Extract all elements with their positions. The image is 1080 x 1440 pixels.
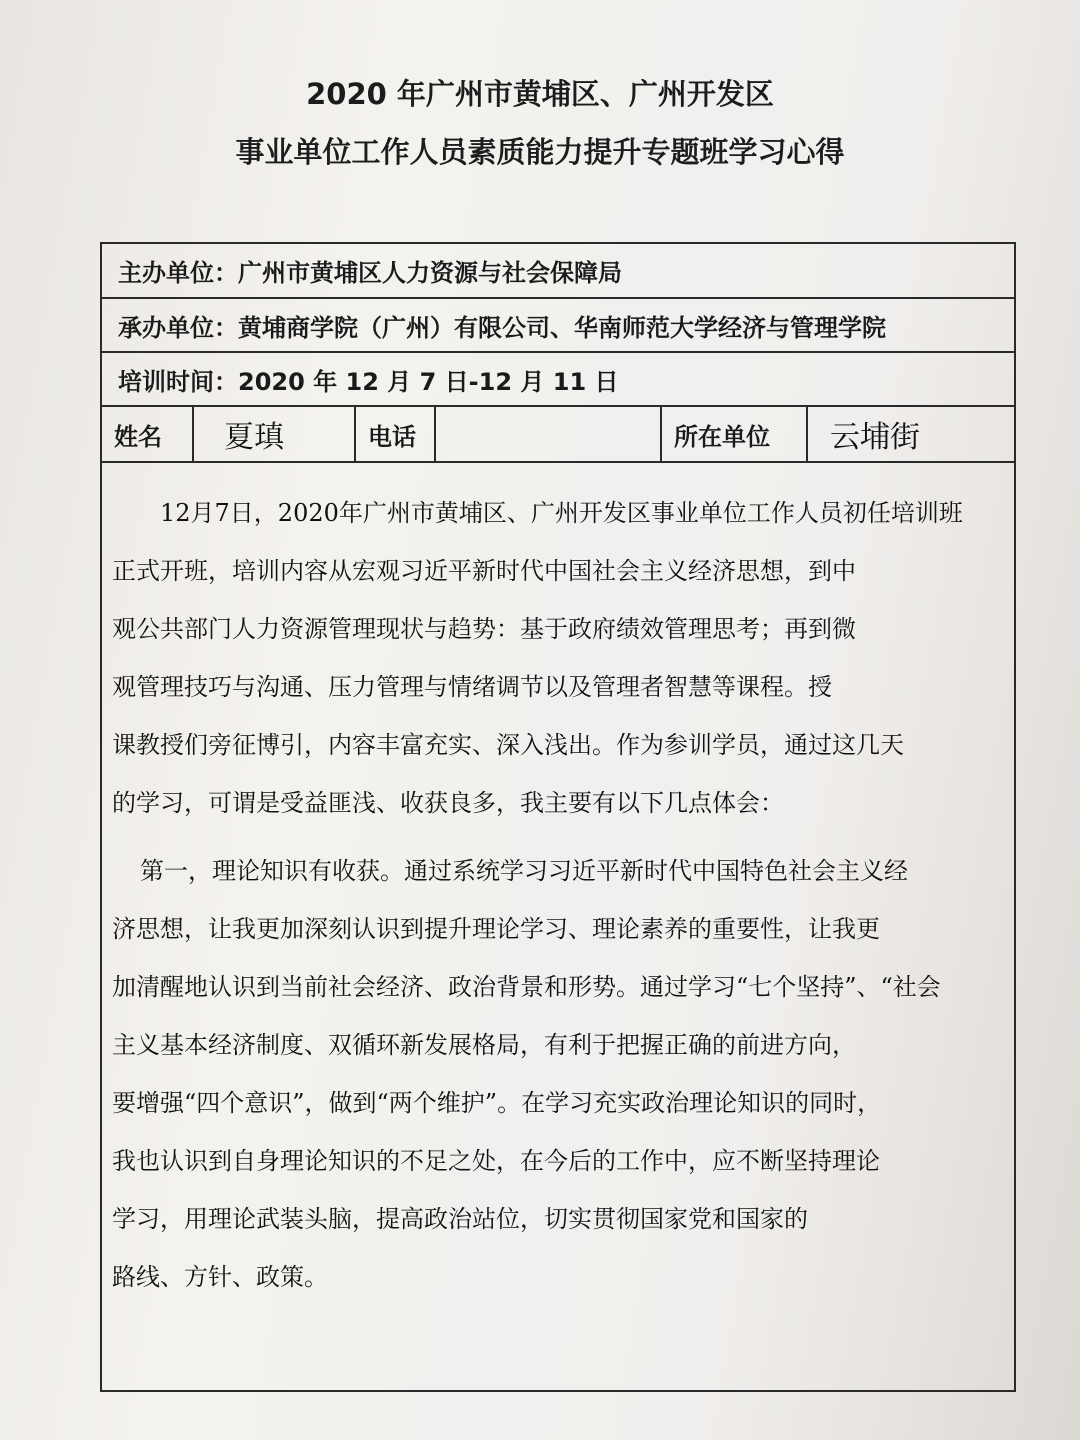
body-line: 学习，用理论武装头脑，提高政治站位，切实贯彻国家党和国家的 bbox=[112, 1205, 808, 1233]
body-line: 济思想，让我更加深刻认识到提升理论学习、理论素养的重要性，让我更 bbox=[112, 915, 880, 943]
body-line: 课教授们旁征博引，内容丰富充实、深入浅出。作为参训学员，通过这几天 bbox=[112, 731, 904, 759]
host-row bbox=[102, 299, 1014, 353]
body-line: 路线、方针、政策。 bbox=[112, 1263, 328, 1291]
phone-value bbox=[436, 407, 662, 461]
body-line: 观公共部门人力资源管理现状与趋势：基于政府绩效管理思考；再到微 bbox=[112, 615, 856, 643]
name-label: 姓名 bbox=[102, 407, 194, 461]
phone-label: 电话 bbox=[356, 407, 436, 461]
unit-value: 云埔街 bbox=[830, 420, 920, 455]
body-line: 加清醒地认识到当前社会经济、政治背景和形势。通过学习“七个坚持”、“社会 bbox=[112, 973, 941, 1001]
body-line: 观管理技巧与沟通、压力管理与情绪调节以及管理者智慧等课程。授 bbox=[112, 673, 832, 701]
form-table bbox=[100, 242, 1016, 1392]
organizer-label: 主办单位： bbox=[118, 259, 238, 287]
info-row bbox=[102, 407, 1014, 463]
document-title-line1: 2020 年广州市黄埔区、广州开发区 bbox=[306, 77, 774, 111]
name-value: 夏瑱 bbox=[194, 407, 356, 461]
time-label: 培训时间： bbox=[118, 367, 238, 396]
handwritten-body bbox=[112, 484, 1002, 1306]
body-line: 主义基本经济制度、双循环新发展格局，有利于把握正确的前进方向， bbox=[112, 1031, 856, 1059]
body-line: 第一，理论知识有收获。通过系统学习习近平新时代中国特色社会主义经 bbox=[140, 857, 908, 885]
organizer-row bbox=[102, 244, 1014, 299]
body-line: 的学习，可谓是受益匪浅、收获良多，我主要有以下几点体会： bbox=[112, 789, 784, 817]
unit-label: 所在单位 bbox=[662, 407, 808, 461]
time-row bbox=[102, 353, 1014, 407]
body-line: 要增强“四个意识”，做到“两个维护”。在学习充实政治理论知识的同时， bbox=[112, 1089, 882, 1117]
time-value: 2020 年 12 月 7 日-12 月 11 日 bbox=[238, 367, 619, 396]
document-title-line2: 事业单位工作人员素质能力提升专题班学习心得 bbox=[235, 135, 845, 169]
host-label: 承办单位： bbox=[118, 313, 238, 342]
body-line: 12月7日，2020年广州市黄埔区、广州开发区事业单位工作人员初任培训班 bbox=[160, 499, 963, 527]
body-line: 正式开班，培训内容从宏观习近平新时代中国社会主义经济思想，到中 bbox=[112, 557, 856, 585]
organizer-value: 广州市黄埔区人力资源与社会保障局 bbox=[238, 259, 622, 287]
body-line: 我也认识到自身理论知识的不足之处，在今后的工作中，应不断坚持理论 bbox=[112, 1147, 880, 1175]
host-value: 黄埔商学院（广州）有限公司、华南师范大学经济与管理学院 bbox=[238, 313, 886, 342]
